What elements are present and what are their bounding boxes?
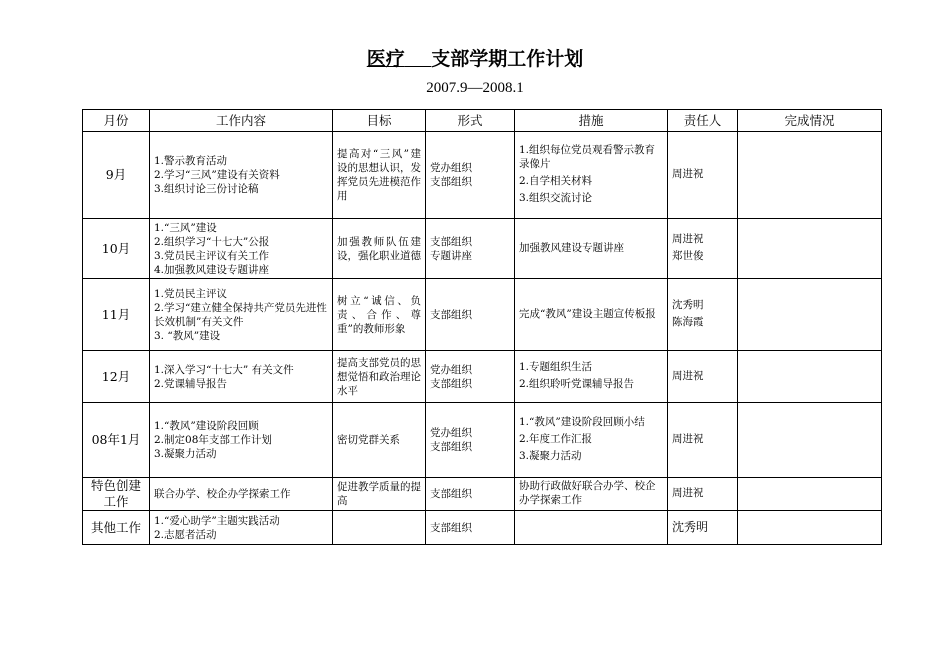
title-text: 支部学期工作计划: [431, 48, 584, 70]
goal-cell: 促进教学质量的提高: [333, 478, 426, 511]
cell-line: 2.党课辅导报告: [154, 377, 228, 390]
cell-line: 支部组织: [430, 488, 472, 500]
cell-line: 1.专题组织生活: [519, 361, 593, 373]
cell-line: 3. “教风”建设: [154, 329, 221, 342]
cell-line: 周进祝: [672, 233, 704, 245]
table-row: [83, 403, 882, 478]
content-cell: [150, 219, 333, 279]
table-header-row: [83, 110, 882, 132]
status-cell: [738, 219, 882, 279]
table-row: [83, 132, 882, 219]
month-cell: 11月: [83, 279, 150, 351]
status-cell: [738, 478, 882, 511]
month-cell: 12月: [83, 351, 150, 403]
document-title: [0, 44, 950, 71]
owner-cell: [668, 219, 738, 279]
cell-line: 2.学习“三风”建设有关资料: [154, 169, 280, 181]
cell-line: 3.党员民主评议有关工作: [154, 249, 270, 262]
cell-line: 加强教风建设专题讲座: [519, 241, 624, 254]
cell-line: 党办组织: [430, 363, 472, 376]
work-plan-table: [82, 109, 882, 545]
status-cell: [738, 132, 882, 219]
table-row: [83, 279, 882, 351]
goal-cell: 树立“诚信、负责、合作、尊重”的教师形象: [333, 279, 426, 351]
cell-line: 1.“教风”建设阶段回顾小结: [519, 416, 645, 428]
cell-line: 党办组织: [430, 162, 472, 174]
content-cell: [150, 478, 333, 511]
header-month: 月份: [83, 110, 150, 132]
cell-line: 郑世俊: [672, 250, 704, 262]
cell-line: 1.深入学习“十七大” 有关文件: [154, 363, 294, 376]
measures-cell: [515, 478, 668, 511]
measures-cell: [515, 132, 668, 219]
cell-line: 完成“教风”建设主题宣传板报: [519, 307, 656, 320]
goal-cell: 提高对“三风”建设的思想认识，发挥党员先进模范作用: [333, 132, 426, 219]
cell-line: 支部组织: [430, 377, 472, 390]
table-row: [83, 511, 882, 545]
cell-line: 党办组织: [430, 427, 472, 439]
cell-line: 3.凝聚力活动: [519, 450, 582, 462]
header-owner: 责任人: [668, 110, 738, 132]
month-cell: 10月: [83, 219, 150, 279]
cell-line: 4.加强教风建设专题讲座: [154, 263, 270, 276]
goal-cell: [333, 511, 426, 545]
month-cell: 9月: [83, 132, 150, 219]
header-goal: 目标: [333, 110, 426, 132]
owner-cell: [668, 511, 738, 545]
header-content: 工作内容: [150, 110, 333, 132]
cell-line: 沈秀明: [672, 519, 709, 534]
cell-line: 1.组织每位党员观看警示教育录像片: [519, 144, 656, 170]
cell-line: 1.“教风”建设阶段回顾: [154, 420, 259, 432]
cell-line: 1.“三风”建设: [154, 221, 217, 234]
measures-cell: [515, 403, 668, 478]
cell-line: 3.凝聚力活动: [154, 448, 217, 460]
cell-line: 2.自学相关材料: [519, 175, 593, 187]
cell-line: 支部组织: [430, 235, 472, 248]
content-cell: [150, 132, 333, 219]
cell-line: 周进祝: [672, 168, 704, 180]
content-cell: [150, 403, 333, 478]
cell-line: 协助行政做好联合办学、校企办学探索工作: [519, 480, 656, 506]
content-cell: [150, 351, 333, 403]
cell-line: 陈海霞: [672, 316, 704, 328]
status-cell: [738, 279, 882, 351]
status-cell: [738, 511, 882, 545]
form-cell: [426, 351, 515, 403]
owner-cell: [668, 403, 738, 478]
cell-line: 支部组织: [430, 308, 472, 321]
form-cell: [426, 219, 515, 279]
header-measures: 措施: [515, 110, 668, 132]
cell-line: 周进祝: [672, 487, 704, 499]
owner-cell: [668, 478, 738, 511]
cell-line: 支部组织: [430, 521, 472, 534]
measures-cell: [515, 279, 668, 351]
cell-line: 2.制定08年支部工作计划: [154, 434, 272, 446]
title-department: 医疗: [366, 48, 405, 70]
content-cell: [150, 279, 333, 351]
measures-cell: [515, 511, 668, 545]
title-underline-gap: [405, 48, 431, 70]
content-cell: [150, 511, 333, 545]
goal-cell: 加强教师队伍建设，强化职业道德: [333, 219, 426, 279]
header-form: 形式: [426, 110, 515, 132]
cell-line: 支部组织: [430, 176, 472, 188]
status-cell: [738, 403, 882, 478]
form-cell: [426, 478, 515, 511]
owner-cell: [668, 279, 738, 351]
cell-line: 周进祝: [672, 369, 704, 382]
header-status: 完成情况: [738, 110, 882, 132]
cell-line: 2.组织聆听党课辅导报告: [519, 378, 635, 390]
table-row: [83, 219, 882, 279]
cell-line: 支部组织: [430, 441, 472, 453]
cell-line: 1.“爱心助学”主题实践活动: [154, 514, 280, 527]
form-cell: [426, 511, 515, 545]
measures-cell: [515, 351, 668, 403]
cell-line: 2.组织学习“十七大”公报: [154, 235, 270, 248]
cell-line: 专题讲座: [430, 249, 472, 262]
form-cell: [426, 132, 515, 219]
owner-cell: [668, 132, 738, 219]
cell-line: 2.志愿者活动: [154, 528, 217, 541]
month-cell: 其他工作: [83, 511, 150, 545]
cell-line: 1.警示教育活动: [154, 155, 228, 167]
goal-cell: 提高支部党员的思想觉悟和政治理论水平: [333, 351, 426, 403]
goal-cell: 密切党群关系: [333, 403, 426, 478]
table-row: [83, 478, 882, 511]
cell-line: 1.党员民主评议: [154, 287, 228, 300]
table-row: [83, 351, 882, 403]
cell-line: 2.学习“建立健全保持共产党员先进性长效机制”有关文件: [154, 301, 327, 328]
cell-line: 3.组织讨论三份讨论稿: [154, 183, 259, 195]
status-cell: [738, 351, 882, 403]
cell-line: 3.组织交流讨论: [519, 192, 593, 204]
month-cell: 特色创建工作: [83, 478, 150, 511]
cell-line: 联合办学、校企办学探索工作: [154, 488, 291, 500]
month-cell: 08年1月: [83, 403, 150, 478]
cell-line: 周进祝: [672, 433, 704, 445]
form-cell: [426, 403, 515, 478]
document-period: 2007.9—2008.1: [426, 80, 524, 96]
measures-cell: [515, 219, 668, 279]
cell-line: 2.年度工作汇报: [519, 433, 593, 445]
owner-cell: [668, 351, 738, 403]
form-cell: [426, 279, 515, 351]
cell-line: 沈秀明: [672, 299, 704, 311]
